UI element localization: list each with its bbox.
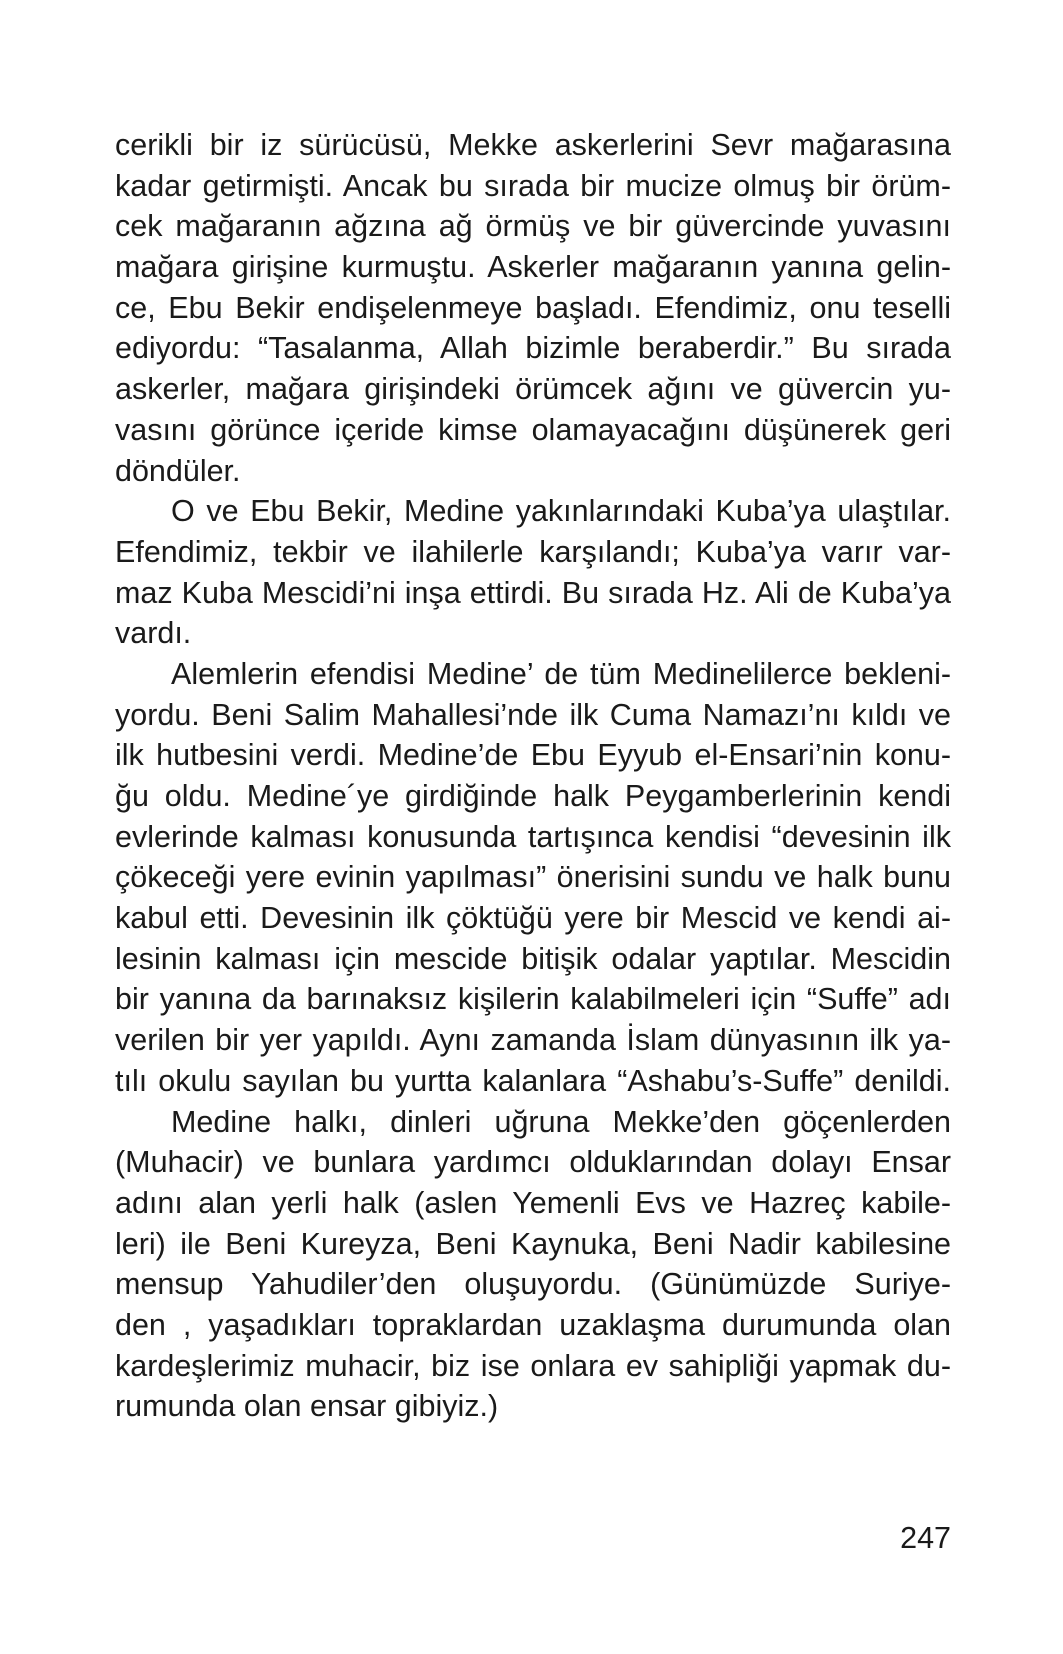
- text-line: Alemlerin efendisi Medine’ de tüm Medinelilerce bekleni-: [171, 656, 951, 691]
- text-line: mensup Yahudiler’den oluşuyordu. (Günümüzde Suriye-: [115, 1267, 951, 1302]
- text-line: den , yaşadıkları topraklardan uzaklaşma durumunda olan: [115, 1307, 951, 1342]
- text-line: çökeceği yere evinin yapılması” önerisini sundu ve halk bunu: [115, 860, 951, 895]
- text-line: askerler, mağara girişindeki örümcek ağını ve güvercin yu-: [115, 372, 951, 407]
- text-line: kabul etti. Devesinin ilk çöktüğü yere bir Mescid ve kendi ai-: [115, 901, 951, 936]
- text-line: vardı.: [115, 616, 192, 651]
- text-line: döndüler.: [115, 453, 241, 488]
- text-line: lesinin kalması için mescide bitişik odalar yaptılar. Mescidin: [115, 941, 951, 976]
- text-line: O ve Ebu Bekir, Medine yakınlarındaki Kuba’ya ulaştılar.: [171, 494, 951, 529]
- text-line: leri) ile Beni Kureyza, Beni Kaynuka, Beni Nadir kabilesine: [115, 1226, 951, 1261]
- text-line: ilk hutbesini verdi. Medine’de Ebu Eyyub el-Ensari’nin konu-: [115, 738, 951, 773]
- text-line: Efendimiz, tekbir ve ilahilerle karşılandı; Kuba’ya varır var-: [115, 534, 951, 569]
- text-line: cerikli bir iz sürücüsü, Mekke askerlerini Sevr mağarasına: [115, 128, 951, 162]
- text-line: Medine halkı, dinleri uğruna Mekke’den göçenlerden: [171, 1104, 951, 1139]
- text-line: vasını görünce içeride kimse olamayacağını düşünerek geri: [115, 412, 951, 447]
- text-line: ce, Ebu Bekir endişelenmeye başladı. Efendimiz, onu teselli: [115, 290, 951, 325]
- body-text: [115, 125, 951, 1427]
- text-line: ediyordu: “Tasalanma, Allah bizimle beraberdir.” Bu sırada: [115, 331, 951, 366]
- text-line: verilen bir yer yapıldı. Aynı zamanda İslam dünyasının ilk ya-: [115, 1023, 951, 1058]
- text-line: (Muhacir) ve bunlara yardımcı olduklarından dolayı Ensar: [115, 1145, 951, 1180]
- text-line: evlerinde kalması konusunda tartışınca kendisi “devesinin ilk: [115, 819, 951, 854]
- text-line: maz Kuba Mescidi’ni inşa ettirdi. Bu sırada Hz. Ali de Kuba’ya: [115, 575, 951, 610]
- text-line: tılı okulu sayılan bu yurtta kalanlara “Ashabu’s-Suffe” denildi.: [115, 1063, 951, 1098]
- text-line: ğu oldu. Medine´ye girdiğinde halk Peygamberlerinin kendi: [115, 779, 951, 813]
- text-line: cek mağaranın ağzına ağ örmüş ve bir güvercinde yuvasını: [115, 209, 951, 244]
- text-line: adını alan yerli halk (aslen Yemenli Evs ve Hazreç kabile-: [115, 1185, 951, 1220]
- text-line: kardeşlerimiz muhacir, biz ise onlara ev sahipliği yapmak du-: [115, 1348, 951, 1383]
- text-line: bir yanına da barınaksız kişilerin kalabilmeleri için “Suffe” adı: [115, 982, 951, 1017]
- page-number: 247: [900, 1521, 951, 1555]
- text-line: yordu. Beni Salim Mahallesi’nde ilk Cuma Namazı’nı kıldı ve: [115, 697, 951, 732]
- text-line: kadar getirmişti. Ancak bu sırada bir mucize olmuş bir örüm-: [115, 168, 951, 203]
- text-line: rumunda olan ensar gibiyiz.): [115, 1389, 499, 1424]
- text-line: mağara girişine kurmuştu. Askerler mağaranın yanına gelin-: [115, 250, 951, 285]
